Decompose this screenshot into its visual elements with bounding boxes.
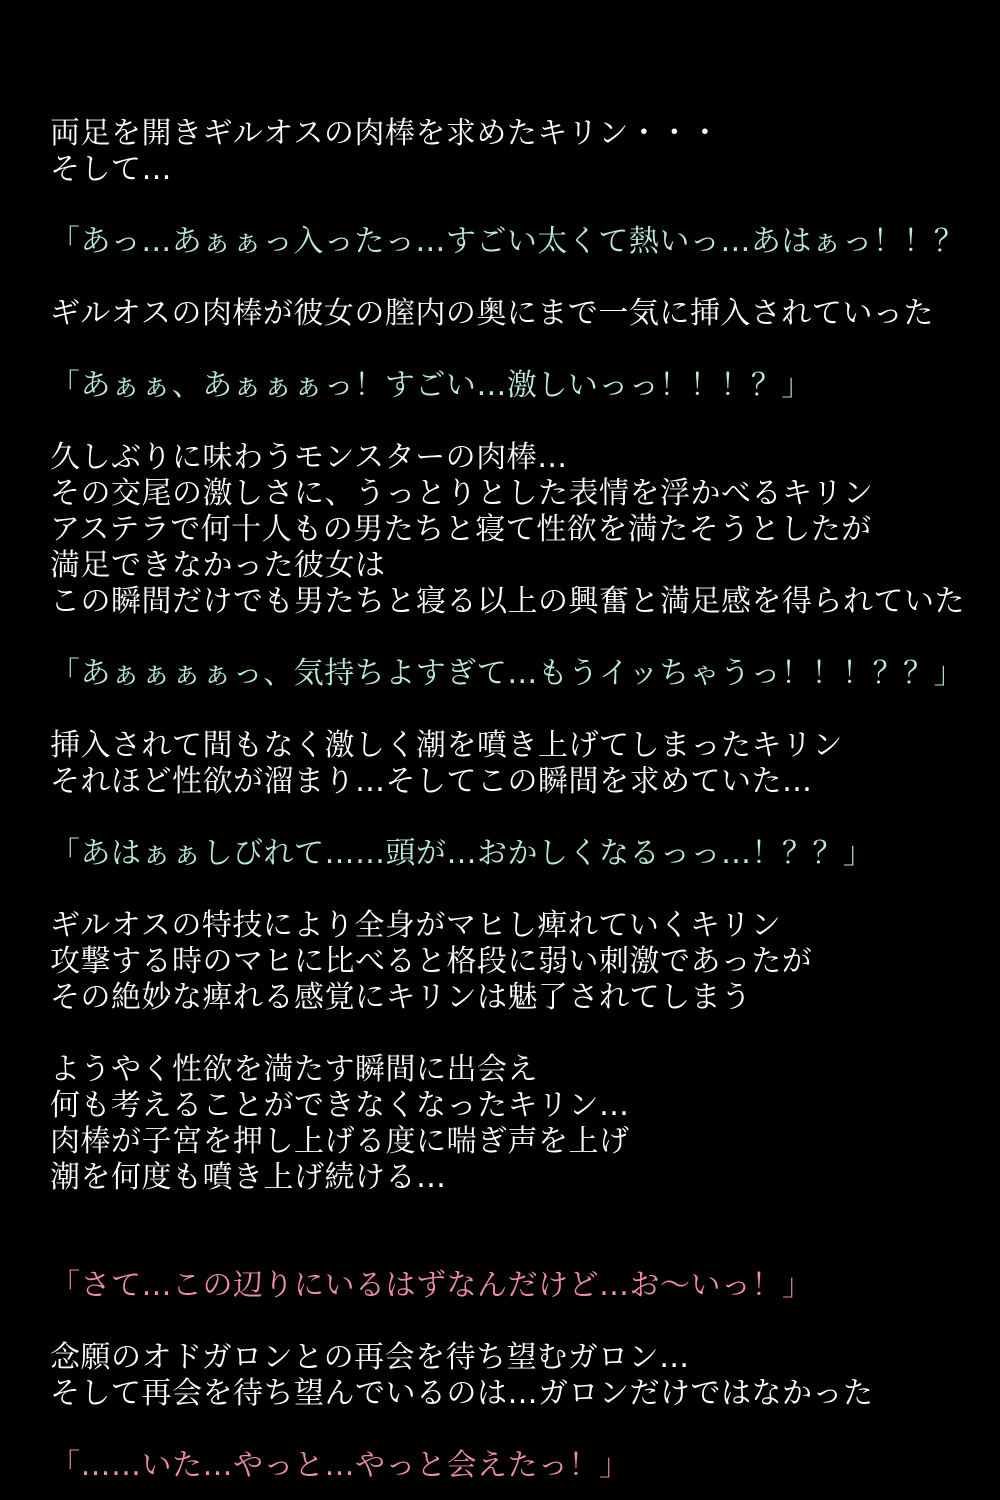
dialogue-line: 「あはぁぁしびれて……頭が…おかしくなるっっ…！？？」 [50,836,874,871]
paragraph-narration-6 [50,1340,970,1412]
narration-line: そして… [50,152,172,187]
narration-line: ギルオスの肉棒が彼女の膣内の奥にまで一気に挿入されていった [50,296,934,331]
narration-line: それほど性欲が溜まり…そしてこの瞬間を求めていた… [50,764,813,799]
paragraph-dialogue-1 [50,224,970,260]
paragraph-intro [50,116,970,188]
narration-line: この瞬間だけでも男たちと寝る以上の興奮と満足感を得られていた [50,584,965,619]
paragraph-dialogue-4 [50,836,970,872]
dialogue-line: 「さて…この辺りにいるはずなんだけど…お〜いっ！」 [50,1268,813,1303]
narration-line: 満足できなかった彼女は [50,548,386,583]
dialogue-line: 「……いた…やっと…やっと会えたっ！」 [50,1448,630,1483]
paragraph-narration-1 [50,296,970,332]
narration-line: その交尾の激しさに、うっとりとした表情を浮かべるキリン [50,476,874,511]
dialogue-line: 「あっ…あぁぁっ入ったっ…すごい太くて熱いっ…あはぁっ！！？ [50,224,965,259]
narration-line: アステラで何十人もの男たちと寝て性欲を満たそうとしたが [50,512,872,547]
narration-line: 両足を開きギルオスの肉棒を求めたキリン・・・ [50,116,721,151]
narration-line: そして再会を待ち望んでいるのは…ガロンだけではなかった [50,1376,874,1411]
narration-line: ようやく性欲を満たす瞬間に出会え [50,1052,538,1087]
paragraph-narration-5 [50,1052,970,1196]
dialogue-line: 「あぁぁ、あぁぁぁっ！すごい…激しいっっ！！！？」 [50,368,812,403]
narration-line: 攻撃する時のマヒに比べると格段に弱い刺激であったが [50,944,813,979]
narration-line: 何も考えることができなくなったキリン… [50,1088,630,1123]
narration-line: 念願のオドガロンとの再会を待ち望むガロン… [50,1340,690,1375]
narration-line: 肉棒が子宮を押し上げる度に喘ぎ声を上げ [50,1124,630,1159]
paragraph-narration-4 [50,908,970,1016]
paragraph-narration-2 [50,440,970,620]
narration-line: 挿入されて間もなく激しく潮を噴き上げてしまったキリン [50,728,843,763]
paragraph-dialogue-3 [50,656,970,692]
paragraph-dialogue-2 [50,368,970,404]
paragraph-dialogue-6 [50,1448,970,1484]
paragraph-narration-3 [50,728,970,800]
narration-line: その絶妙な痺れる感覚にキリンは魅了されてしまう [50,980,752,1015]
narration-line: 潮を何度も噴き上げ続ける… [50,1160,447,1195]
narration-line: ギルオスの特技により全身がマヒし痺れていくキリン [50,908,782,943]
narration-line: 久しぶりに味わうモンスターの肉棒… [50,440,568,475]
paragraph-dialogue-5 [50,1268,970,1304]
dialogue-line: 「あぁぁぁぁっ、気持ちよすぎて…もうイッちゃうっ！！！？？」 [50,656,965,691]
